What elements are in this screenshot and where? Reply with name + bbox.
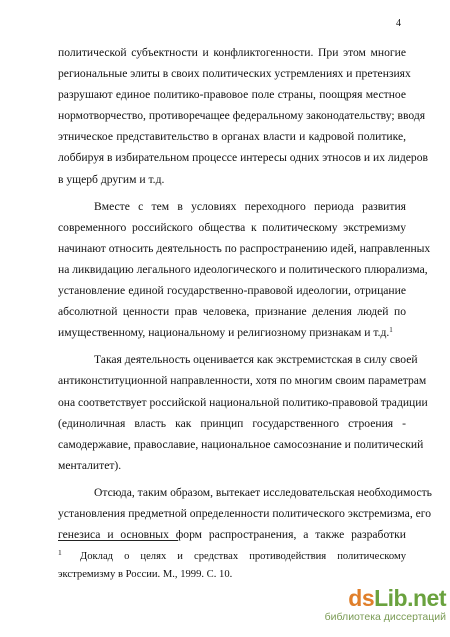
text-line: установление единой государственно-правовой идеологии, отрицание [58, 284, 406, 298]
text-line: она соответствует российской национальной политико-правовой традиции [58, 395, 428, 409]
footnote-reference: 1 [389, 326, 393, 335]
text-line-content: имущественному, национальному и религиозному признакам и т.д. [58, 326, 390, 340]
footnote [58, 548, 406, 583]
text-line: лоббируя в избирательном процессе интересы одних этносов и их лидеров [58, 151, 428, 165]
text-line: современного российского общества к политическому экстремизму [58, 220, 406, 234]
text-line: начинают относить деятельность по распространению идей, направленных [58, 241, 431, 255]
text-line: этническое представительство в органах власти и кадровой политике, [58, 130, 406, 144]
text-line: нормотворчество, противоречащее федеральному законодательству; вводя [58, 109, 426, 123]
text-line: антиконституционной направленности, хотя по многим своим параметрам [58, 374, 427, 388]
paragraph-2 [58, 196, 431, 344]
text-line: Вместе с тем в условиях переходного периода развития [94, 199, 406, 213]
text-line: региональные элиты в своих политических устремлениях и претензиях [58, 67, 411, 81]
watermark-brand-lib: Lib [374, 585, 408, 611]
watermark-brand [322, 585, 446, 611]
text-line: генезиса и основных форм распространения, а также разработки [58, 528, 406, 542]
text-line: самодержавие, православие, национальное самосознание и политический [58, 437, 424, 451]
paragraph-3 [58, 349, 428, 476]
body-text [58, 42, 432, 545]
text-line: политической субъектности и конфликтогенности. При этом многие [58, 46, 406, 59]
text-line [58, 322, 406, 343]
text-line: на ликвидацию легального идеологического и политического плюрализма, [58, 262, 428, 276]
paragraph-4 [58, 482, 432, 545]
footnote-separator [58, 540, 178, 541]
page-number: 4 [396, 18, 401, 29]
text-line: разрушают единое политико-правовое поле страны, поощряя местное [58, 88, 406, 102]
watermark-tagline: библиотека диссертаций [324, 611, 446, 623]
footnote-line: 1 Доклад о целях и средствах противодействия политическому [58, 548, 406, 562]
watermark-brand-dot: . [407, 585, 413, 611]
text-line: в ущерб другим и т.д. [58, 172, 165, 186]
watermark-brand-ds: ds [348, 585, 375, 611]
text-line: абсолютной ценности прав человека, признание деления людей по [58, 305, 406, 319]
text-line: установления предметной определенности политического экстремизма, его [58, 506, 432, 520]
paragraph-1 [58, 42, 428, 190]
watermark-brand-net: net [413, 585, 446, 611]
footnote-line: экстремизму в России. М., 1999. С. 10. [58, 568, 233, 580]
watermark-logo [322, 585, 446, 624]
text-line: Отсюда, таким образом, вытекает исследовательская необходимость [94, 485, 432, 499]
footnote-text: Доклад о целях и средствах противодействия политическому [80, 551, 406, 562]
text-line: (единоличная власть как принцип государственного строения - [58, 416, 406, 430]
text-line: менталитет). [58, 458, 122, 472]
text-line: Такая деятельность оценивается как экстремистская в силу своей [94, 353, 418, 367]
